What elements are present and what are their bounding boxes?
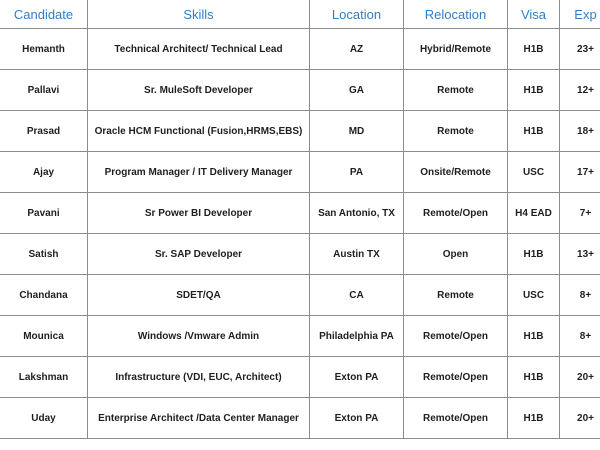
table-body (0, 29, 600, 439)
cell-skills: Sr. SAP Developer (88, 234, 310, 275)
cell-candidate: Hemanth (0, 29, 88, 70)
cell-relocation: Remote/Open (404, 316, 508, 357)
cell-candidate: Chandana (0, 275, 88, 316)
cell-visa: H1B (508, 316, 560, 357)
cell-location: Exton PA (310, 398, 404, 439)
cell-candidate: Ajay (0, 152, 88, 193)
cell-visa: H1B (508, 398, 560, 439)
cell-skills: Infrastructure (VDI, EUC, Architect) (88, 357, 310, 398)
header-relocation: Relocation (404, 0, 508, 29)
header-candidate: Candidate (0, 0, 88, 29)
cell-location: MD (310, 111, 404, 152)
cell-location: Philadelphia PA (310, 316, 404, 357)
cell-skills: Technical Architect/ Technical Lead (88, 29, 310, 70)
cell-skills: Windows /Vmware Admin (88, 316, 310, 357)
cell-skills: Sr Power BI Developer (88, 193, 310, 234)
cell-skills: Sr. MuleSoft Developer (88, 70, 310, 111)
cell-visa: H1B (508, 234, 560, 275)
table-row (0, 152, 600, 193)
header-exp: Exp (560, 0, 600, 29)
cell-visa: H1B (508, 111, 560, 152)
cell-relocation: Remote/Open (404, 398, 508, 439)
cell-relocation: Remote (404, 70, 508, 111)
table-header (0, 0, 600, 29)
cell-relocation: Remote (404, 111, 508, 152)
cell-visa: H1B (508, 70, 560, 111)
cell-exp: 13+ (560, 234, 600, 275)
cell-visa: H1B (508, 29, 560, 70)
cell-relocation: Open (404, 234, 508, 275)
table-row (0, 398, 600, 439)
cell-exp: 7+ (560, 193, 600, 234)
cell-skills: Enterprise Architect /Data Center Manager (88, 398, 310, 439)
cell-location: Austin TX (310, 234, 404, 275)
cell-relocation: Onsite/Remote (404, 152, 508, 193)
cell-location: PA (310, 152, 404, 193)
cell-location: Exton PA (310, 357, 404, 398)
cell-visa: USC (508, 152, 560, 193)
header-row (0, 0, 600, 29)
cell-skills: SDET/QA (88, 275, 310, 316)
cell-skills: Program Manager / IT Delivery Manager (88, 152, 310, 193)
cell-exp: 8+ (560, 316, 600, 357)
cell-candidate: Satish (0, 234, 88, 275)
cell-location: GA (310, 70, 404, 111)
cell-relocation: Hybrid/Remote (404, 29, 508, 70)
cell-location: CA (310, 275, 404, 316)
cell-candidate: Mounica (0, 316, 88, 357)
cell-visa: H1B (508, 357, 560, 398)
cell-location: San Antonio, TX (310, 193, 404, 234)
cell-relocation: Remote/Open (404, 193, 508, 234)
cell-exp: 17+ (560, 152, 600, 193)
cell-relocation: Remote/Open (404, 357, 508, 398)
cell-relocation: Remote (404, 275, 508, 316)
cell-candidate: Uday (0, 398, 88, 439)
cell-candidate: Pallavi (0, 70, 88, 111)
cell-candidate: Pavani (0, 193, 88, 234)
cell-visa: H4 EAD (508, 193, 560, 234)
cell-candidate: Prasad (0, 111, 88, 152)
header-location: Location (310, 0, 404, 29)
cell-exp: 23+ (560, 29, 600, 70)
cell-exp: 20+ (560, 398, 600, 439)
header-skills: Skills (88, 0, 310, 29)
table-row (0, 316, 600, 357)
header-visa: Visa (508, 0, 560, 29)
table-row (0, 29, 600, 70)
cell-location: AZ (310, 29, 404, 70)
cell-exp: 20+ (560, 357, 600, 398)
cell-candidate: Lakshman (0, 357, 88, 398)
table-row (0, 111, 600, 152)
cell-exp: 18+ (560, 111, 600, 152)
cell-visa: USC (508, 275, 560, 316)
table-row (0, 234, 600, 275)
cell-exp: 12+ (560, 70, 600, 111)
cell-skills: Oracle HCM Functional (Fusion,HRMS,EBS) (88, 111, 310, 152)
table-row (0, 275, 600, 316)
cell-exp: 8+ (560, 275, 600, 316)
table-row (0, 357, 600, 398)
table-row (0, 193, 600, 234)
table-row (0, 70, 600, 111)
